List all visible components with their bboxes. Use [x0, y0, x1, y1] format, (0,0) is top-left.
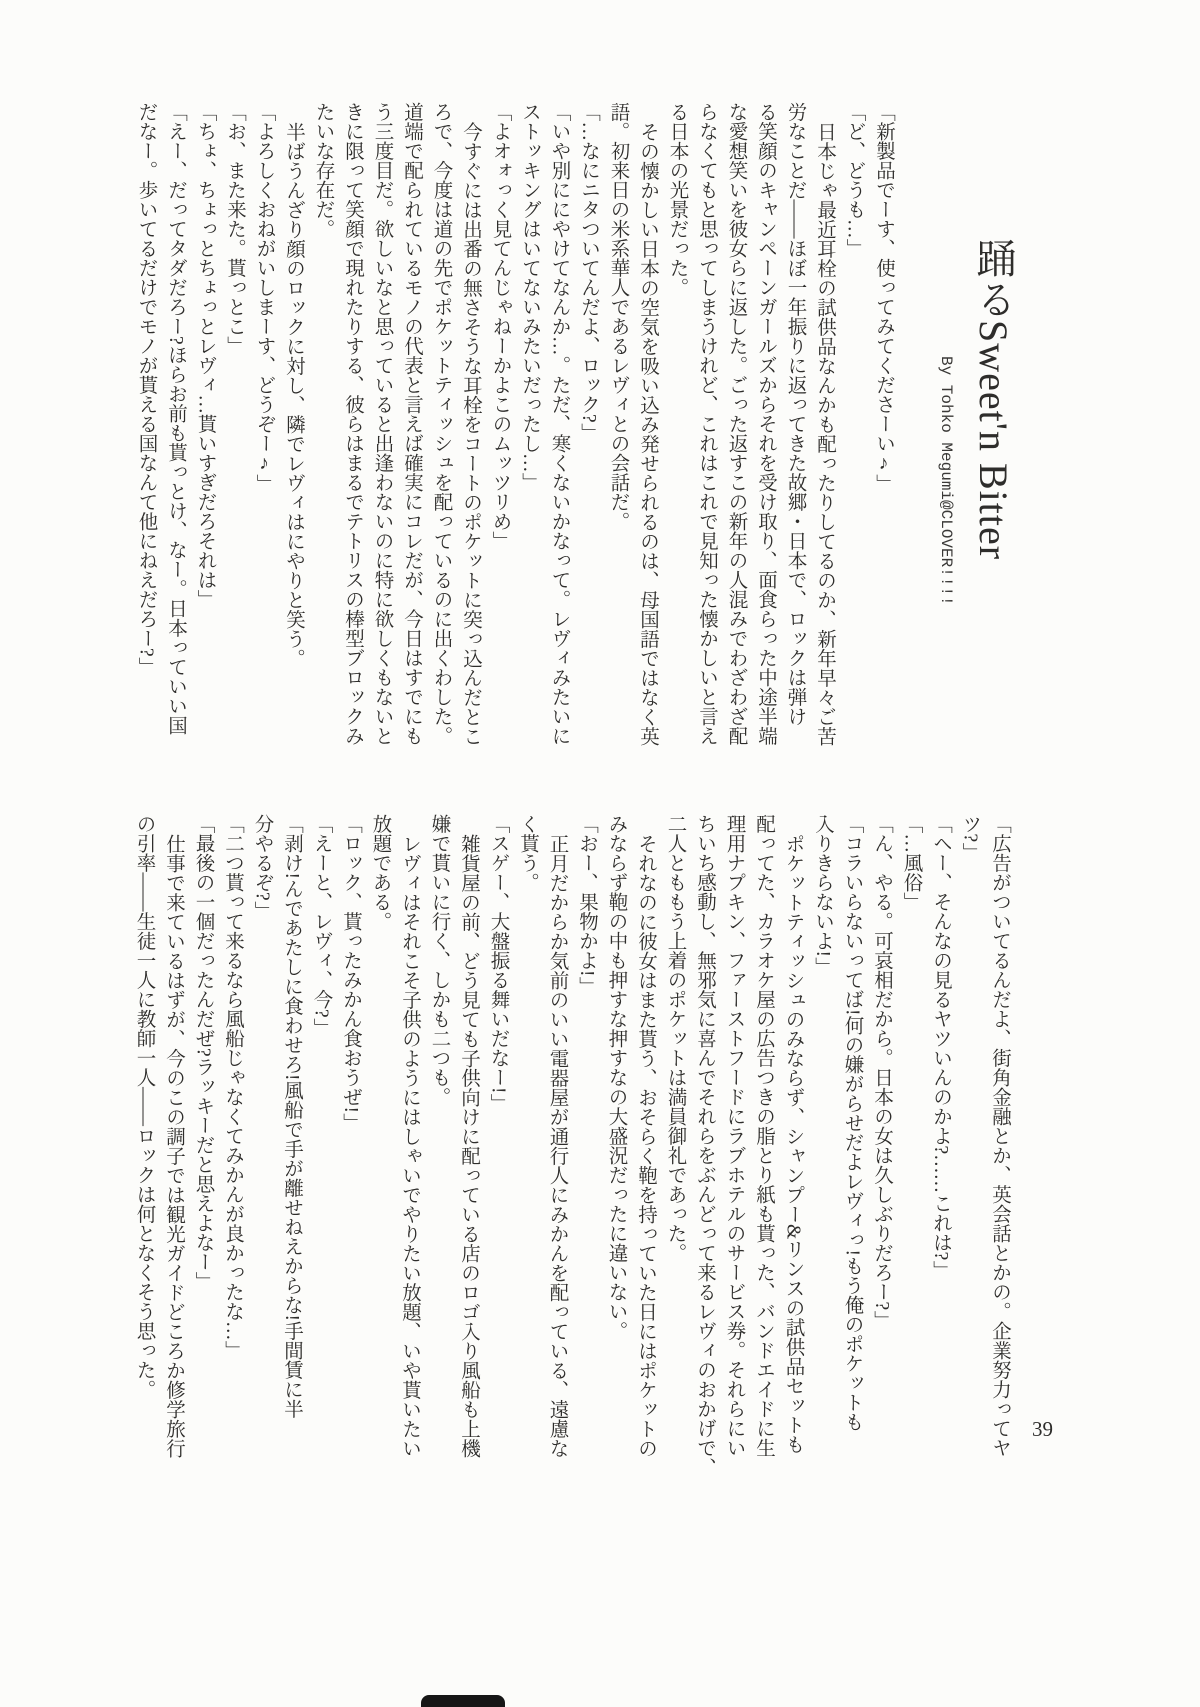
text-column: の引率――生徒一人に教師一人――ロックは何となくそう思った。 [133, 814, 155, 1399]
text-column: く貰う。 [517, 814, 538, 892]
text-column: 「ど、どうも…」 [843, 102, 865, 258]
text-column: 「広告がついてるんだよ、街角金融とか、英会話とかの。企業努力ってヤ [989, 814, 1010, 1458]
story-byline: By Tohko Megumi@CLOVER!!!! [937, 356, 955, 606]
text-column: たいな存在だ。 [312, 102, 334, 239]
page-number: 39 [1032, 1417, 1053, 1441]
text-column: きに限って笑顔で現れたりする、彼らはまるでテトリスの棒型ブロックみ [342, 102, 363, 746]
text-column: 今すぐには出番の無さそうな耳栓をコートのポケットに突っ込んだとこ [460, 121, 481, 746]
text-column: 入りきらないよ!」 [812, 814, 833, 977]
text-column: 仕事で来ているはずが、今のこの調子では観光ガイドどころか修学旅行 [163, 833, 184, 1458]
text-column: 嫌で貰いに行く、しかも二つも。 [428, 814, 450, 1107]
text-column: 「ん、やる。可哀相だから。日本の女は久しぶりだろー?」 [871, 814, 892, 1330]
text-column: ストッキングはいてないみたいだったし…」 [519, 102, 540, 492]
text-column: 「ヘー、そんなの見るヤツいんのかよ?……これは?」 [930, 814, 951, 1280]
text-column: 「剥け!んであたしに食わせろ!風船で手が離せねえからな!手間賃に半 [281, 814, 302, 1419]
text-column: ツ?」 [959, 814, 981, 862]
text-column: 半ばうんざり顔のロックに対し、隣でレヴィはにやりと笑う。 [283, 121, 304, 668]
story-title: 踊るSweet'n Bitter [971, 238, 1016, 561]
text-column: ちいち感動し、無邪気に喜んでそれらをぶんどって来るレヴィのおかげで、 [694, 814, 715, 1477]
text-column: 正月だからか気前のいい電器屋が通行人にみかんを配っている、遠慮な [546, 833, 568, 1458]
text-column: その懐かしい日本の空気を吸い込み発せられるのは、母国語ではなく英 [637, 121, 658, 746]
text-column: 「えーと、レヴィ、今?」 [310, 814, 332, 1038]
text-column: 放題である。 [369, 814, 391, 931]
text-column: 分やるぞ?」 [251, 814, 273, 921]
text-column: 「えー、だってタダだろー?ほらお前も貰っとけ、なー。日本っていい国 [165, 102, 186, 735]
text-column: みならず鞄の中も押すな押すなの大盛況だったに違いない。 [605, 814, 627, 1341]
text-column: 二人とももう上着のポケットは満員御礼であった。 [664, 814, 686, 1263]
title-block [922, 238, 1022, 708]
text-column: 「ロック、貰ったみかん食おうぜ!」 [340, 814, 361, 1133]
text-column: 「コラいらないってば!何の嫌がらせだよレヴィっ!もう俺のポケットも [841, 814, 863, 1432]
text-column: 「ちょ、ちょっとちょっとレヴィ…貰いすぎだろそれは」 [194, 102, 216, 609]
text-column: 「よオォっく見てんじゃねーかよこのムッツリめ」 [489, 102, 511, 551]
text-column: だなー。歩いてるだけでモノが貰える国なんて他にねえだろー?」 [135, 102, 157, 677]
text-column: ろで、今度は道の先でポケットティッシュを配っているのに出くわした。 [430, 102, 452, 746]
text-column: 雑貨屋の前、どう見ても子供向けに配っている店のロゴ入り風船も上機 [458, 833, 479, 1458]
text-column: 労なことだ――ほぼ一年振りに返ってきた故郷・日本で、ロックは弾け [784, 102, 806, 726]
text-column: それなのに彼女はまた貰う、おそらく鞄を持っていた日にはポケットの [635, 833, 656, 1458]
text-column: 理用ナプキン、ファーストフードにラブホテルのサービス券。それらにい [723, 814, 745, 1458]
text-column: 「…なにニタついてんだよ、ロック?」 [578, 102, 599, 443]
text-column: 「スゲー、大盤振る舞いだなー!」 [487, 814, 509, 1113]
text-column: 日本じゃ最近耳栓の試供品なんかも配ったりしてるのか、新年早々ご苦 [814, 121, 835, 746]
text-column: 「お、また来た。貰っとこ」 [224, 102, 245, 356]
text-column: 「いや別ににやけてなんか…。ただ、寒くないかなって。レヴィみたいに [548, 102, 570, 746]
text-column: な愛想笑いを彼女らに返した。ごった返すこの新年の人混みでわざわざ配 [725, 102, 747, 746]
text-column: る日本の光景だった。 [666, 102, 688, 297]
bottom-text-block [128, 814, 1014, 1502]
text-column: レヴィはそれこそ子供のようにはしゃいでやりたい放題、いや貰いたい [399, 833, 420, 1458]
text-column: 「最後の一個だったんだぜ?ラッキーだと思えよなー」 [192, 814, 214, 1291]
text-column: らなくてもと思ってしまうけれど、これはこれで見知った懐かしいと言え [696, 102, 717, 746]
text-column: 「新製品でーす、使ってみてくださーい♪」 [873, 102, 894, 494]
top-text-block [130, 102, 898, 790]
text-column: 「…風俗」 [900, 814, 922, 912]
text-column: 「二つ貰って来るなら風船じゃなくてみかんが良かったな…」 [222, 814, 243, 1360]
text-column: 語。初来日の米系華人であるレヴィとの会話だ。 [607, 102, 629, 531]
text-column: 「おー、果物かよ!」 [576, 814, 597, 996]
scan-artifact-mark [421, 1695, 505, 1707]
text-column: 「よろしくおねがいしまーす、どうぞー♪」 [253, 102, 275, 494]
text-column: 道端で配られているモノの代表と言えば確実にコレだが、今日はすでにも [401, 102, 422, 746]
text-column: ポケットティッシュのみならず、シャンプー&リンスの試供品セットも [782, 833, 804, 1454]
text-column: 配ってた、カラオケ屋の広告つきの脂とり紙も貰った、バンドエイドに生 [753, 814, 774, 1458]
text-column: る笑顔のキャンペーンガールズからそれを受け取り、面食らった中途半端 [755, 102, 776, 746]
text-column: う三度目だ。欲しいなと思っていると出逢わないのに特に欲しくもないと [371, 102, 393, 746]
